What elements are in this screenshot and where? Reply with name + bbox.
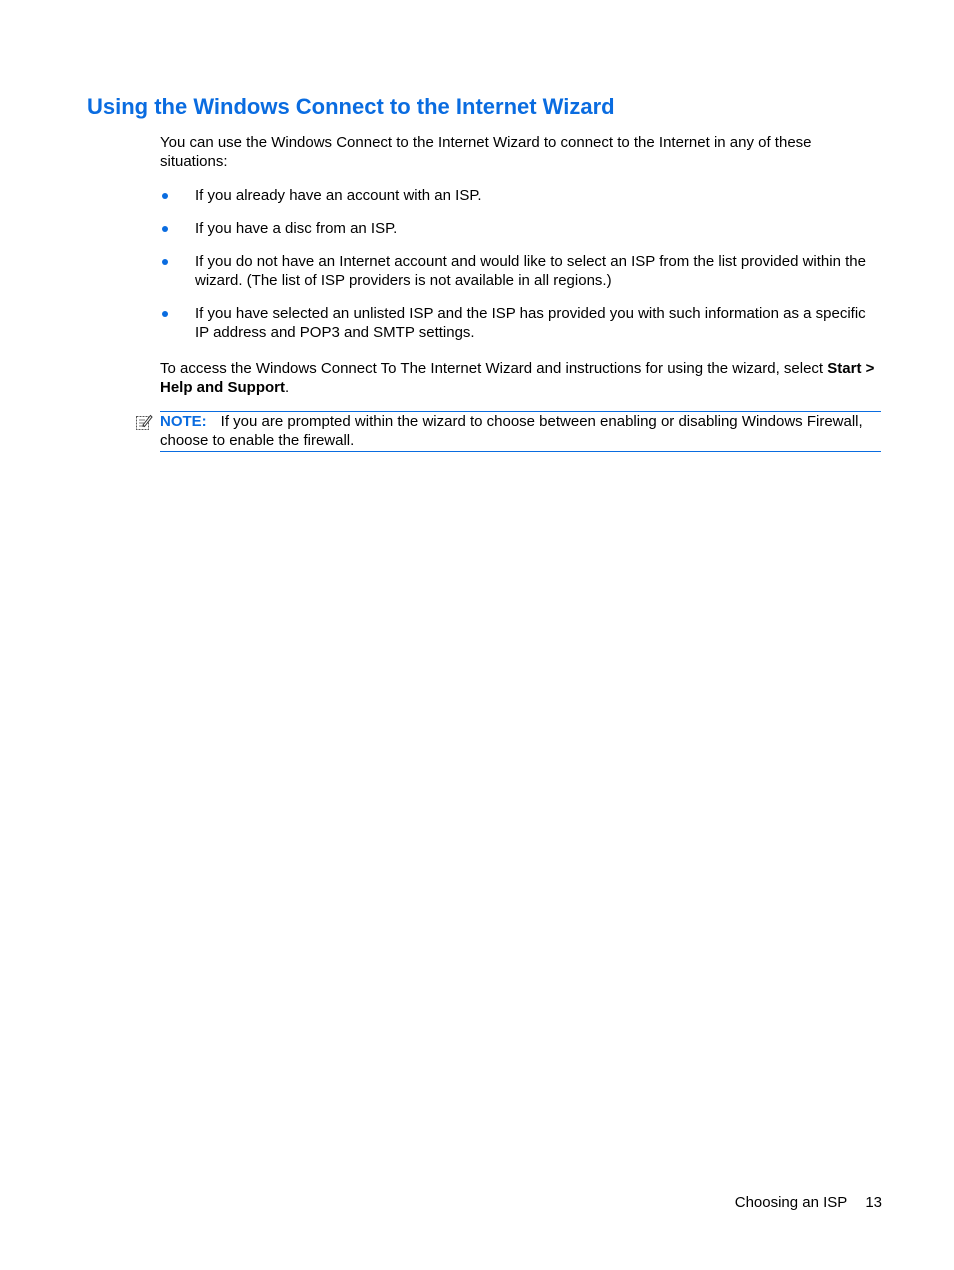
page-footer bbox=[735, 1193, 882, 1212]
bullet-icon bbox=[162, 226, 168, 232]
bullet-icon bbox=[162, 259, 168, 265]
list-item bbox=[160, 186, 882, 205]
intro-paragraph: You can use the Windows Connect to the Internet Wizard to connect to the Internet in any of these situations: bbox=[160, 134, 812, 170]
list-item bbox=[160, 219, 882, 238]
bullet-icon bbox=[162, 311, 168, 317]
note-text: If you are prompted within the wizard to choose between enabling or disabling Windows Firewall, choose to enable the firewall. bbox=[160, 413, 863, 449]
page-number: 13 bbox=[865, 1194, 882, 1211]
access-paragraph bbox=[160, 359, 882, 397]
access-end: . bbox=[285, 379, 290, 396]
access-text: To access the Windows Connect To The Internet Wizard and instructions for using the wizard, select bbox=[160, 360, 824, 377]
note-label: NOTE: bbox=[160, 413, 207, 430]
bullet-icon bbox=[162, 193, 168, 199]
list-item-text: If you have selected an unlisted ISP and the ISP has provided you with such information as a specific IP address and POP3 and SMTP settings. bbox=[195, 305, 866, 341]
list-item-text: If you do not have an Internet account and would like to select an ISP from the list provided within the wizard. (The list of ISP providers is not available in all regions.) bbox=[195, 253, 866, 289]
note-box bbox=[160, 411, 881, 452]
note-pencil-icon bbox=[135, 413, 153, 431]
section-heading: Using the Windows Connect to the Internet Wizard bbox=[87, 94, 615, 119]
list-item-text: If you already have an account with an ISP. bbox=[195, 187, 482, 204]
list-item bbox=[160, 304, 882, 342]
footer-chapter: Choosing an ISP bbox=[734, 1194, 848, 1211]
access-path: Start > Help and Support bbox=[160, 360, 875, 396]
list-item bbox=[160, 252, 882, 290]
list-item-text: If you have a disc from an ISP. bbox=[195, 220, 398, 237]
situation-list bbox=[160, 186, 882, 356]
